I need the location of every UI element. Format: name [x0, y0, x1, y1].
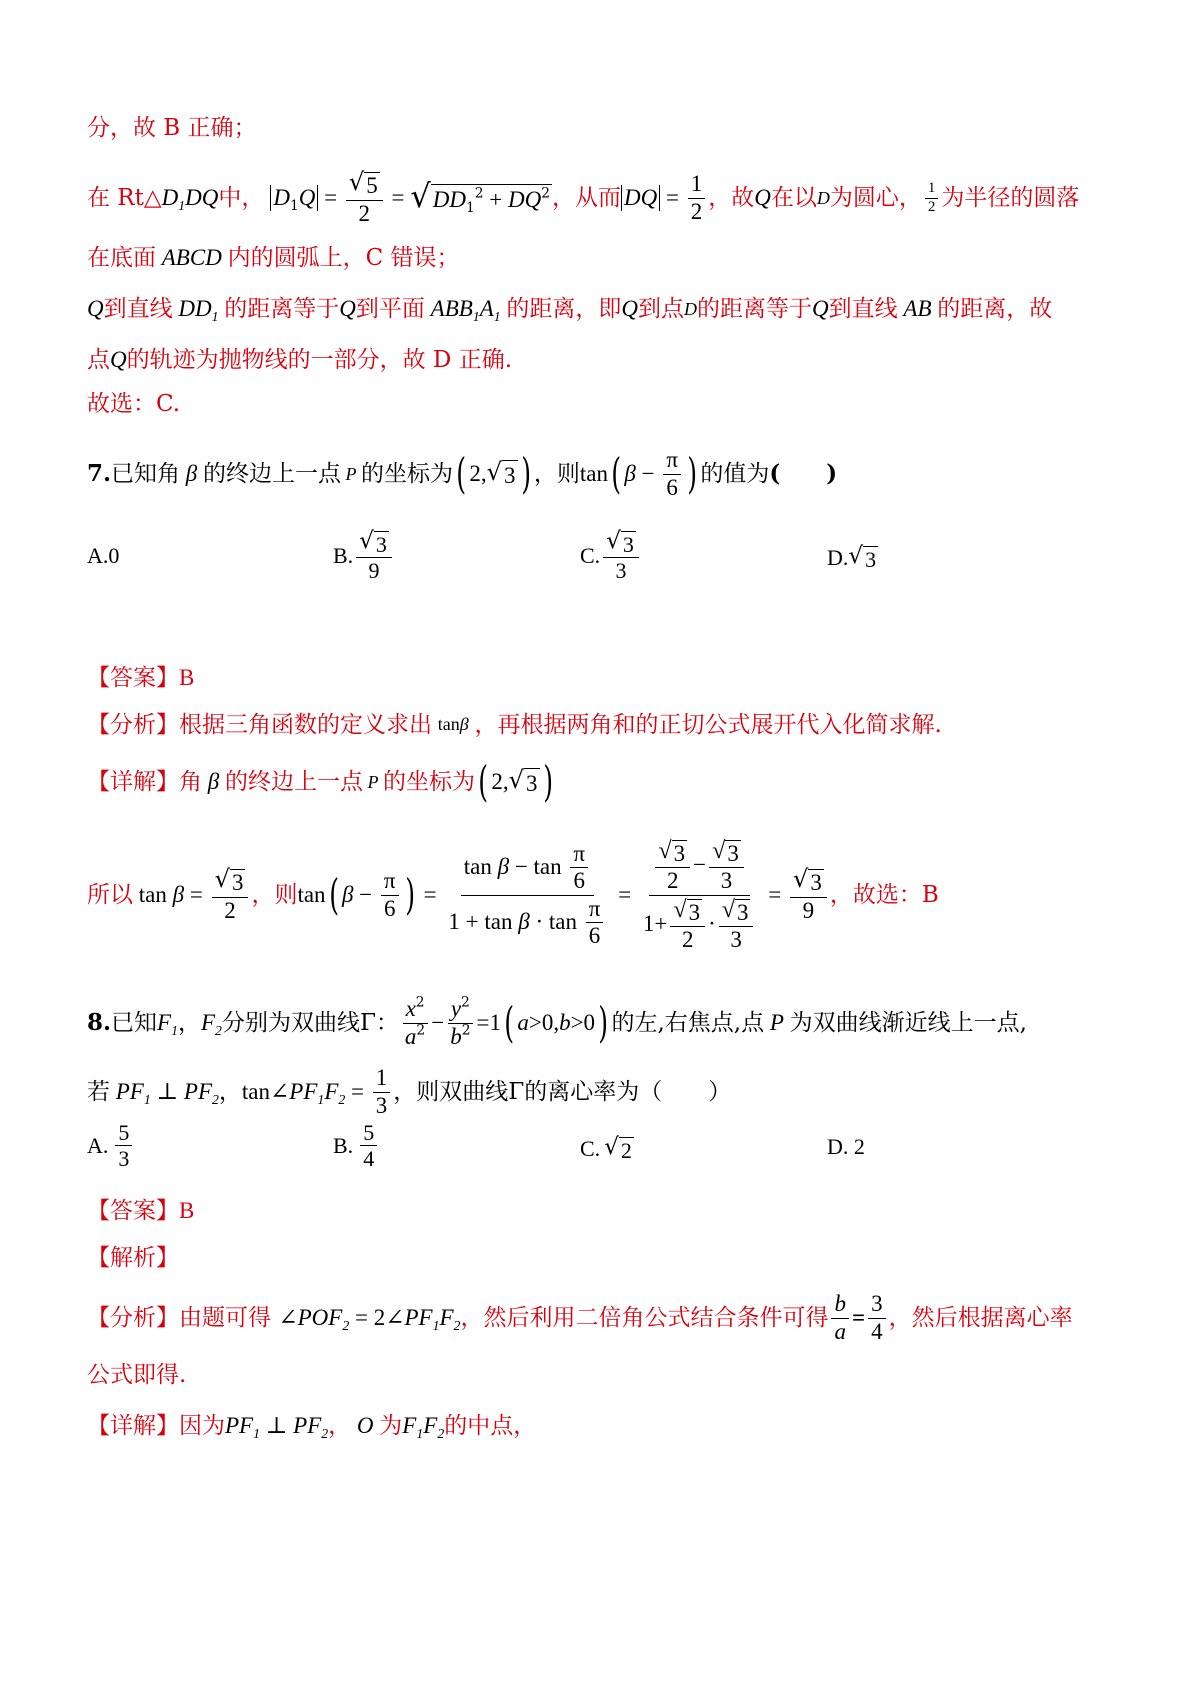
q7-analysis: 【分析】 根据三角函数的定义求出 tanβ ，再根据两角和的正切公式展开代入化简求解.	[87, 711, 942, 738]
q7-calculation: 所以 tan β = √ 3 2 ，则 tan ( β − $\frac{\pi}{6}$ ) = tan β − tan $\frac{\pi}{6}$ 1 + tan β · tan $\frac{\pi}{6}$ = √ 3 2 − √ 3 3 1+ √ 3 2 · √ 3 3 = √ 3 9 ，故选：B	[87, 836, 939, 952]
q8-answer: 【答案】 B	[87, 1198, 195, 1224]
q8-analysis: 【分析】 由题可得 $\angle POF_2$ = $2\angle PF_1F_2$ ，然后利用二倍角公式结合条件可得 $\frac{b}{a}$ = $\frac{3}{4}$ ，然后根据离心率	[87, 1291, 1073, 1344]
q8-option-d[interactable]: D. 2	[827, 1134, 865, 1159]
q7-option-a[interactable]: A.0	[87, 543, 120, 568]
solution-line-5: 点 Q 的轨迹为抛物线的一部分，故 D 正确.	[87, 347, 512, 373]
q7-option-d[interactable]: D. √ 3	[827, 543, 877, 572]
solution-line-4: Q 到直线 $DD_1$ 的距离等于 Q 到平面 $ABB_1A_1$ 的距离，即 Q 到点 D 的距离等于 Q 到直线 AB 的距离，故	[87, 296, 1053, 324]
q8-jiexi: 【解析】	[87, 1245, 179, 1271]
solution-line-1: 分，故 B 正确；	[87, 115, 257, 141]
q7-detail: 【详解】 角 β 的终边上一点 P 的坐标为 ( 2, √ 3 )	[87, 757, 553, 806]
formula-d1q: $D_1Q$ = √ 5 2 = √ $DD_1^2 + DQ^2$	[270, 169, 552, 227]
question-8-line-2: 若 $PF_1$ ⊥ $PF_2$ ， tan∠ $PF_1F_2$ = $\frac{1}{3}$ ，则双曲线Γ的离心率为（ ）	[87, 1065, 732, 1118]
q8-detail: 【详解】 因为 $PF_1$ ⊥ $PF_2$ ， O 为 $F_1F_2$ 的中点，	[87, 1413, 537, 1441]
q8-option-c[interactable]: C. √ 2	[580, 1134, 632, 1163]
question-7: 7. 已知角 β 的终边上一点 P 的坐标为 ( 2, √ 3 ) ，则 tan ( β − $\frac{\pi}{6}$ ) 的值为 ( )	[87, 447, 838, 500]
q8-analysis-line-2: 公式即得.	[87, 1362, 187, 1388]
solution-line-6: 故选：C.	[87, 391, 181, 417]
q7-option-c[interactable]: C. √ 3 3	[580, 528, 642, 584]
q7-answer: 【答案】 B	[87, 665, 195, 691]
question-8: 8. 已知 $F_1$ ， $F_2$ 分别为双曲线Γ： $\frac{x^2}{a^2}$ − $\frac{y^2}{b^2}$ =1 ( a >0, b >0 ) 的左,右焦点,点 P 为双曲线渐近线上一点,	[87, 994, 1027, 1049]
q7-option-b[interactable]: B. √ 3 9	[333, 528, 395, 584]
q8-option-b[interactable]: B. $\frac{5}{4}$	[333, 1120, 380, 1172]
solution-line-2: 在 Rt△ $D_1DQ$ 中， $D_1Q$ = √ 5 2 = √ $DD_1^2 + DQ^2$ ，从而 DQ = $\frac{1}{2}$ ，故 Q 在以 D 为圆心， $\frac{1}{2}$ 为半径的圆落	[87, 168, 1080, 226]
q8-option-a[interactable]: A. $\frac{5}{3}$	[87, 1120, 135, 1172]
solution-line-3: 在底面 ABCD 内的圆弧上，C 错误；	[87, 245, 460, 271]
